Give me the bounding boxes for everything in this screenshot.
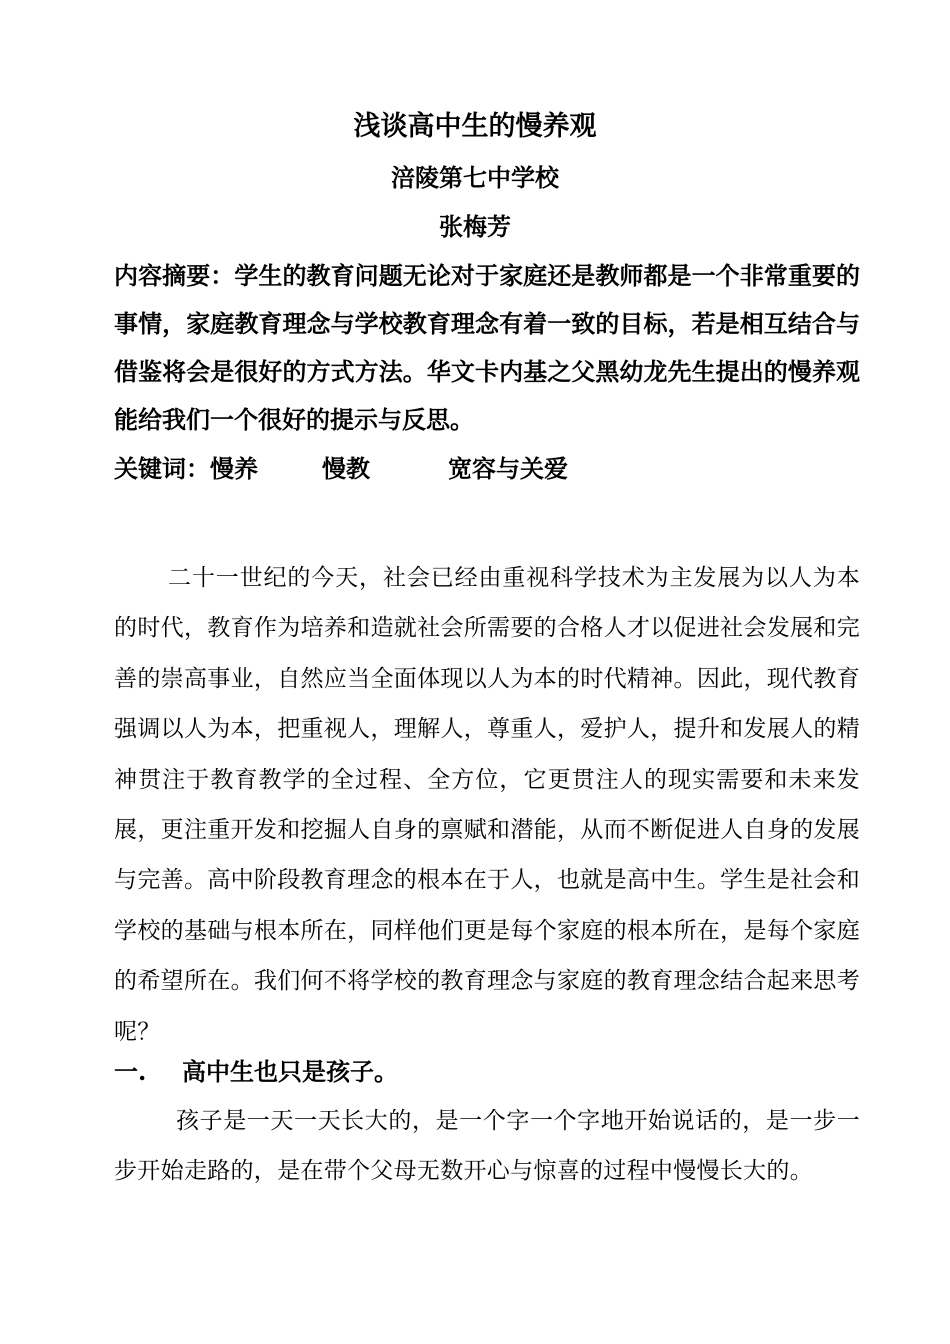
section-heading xyxy=(114,1052,398,1087)
author-name: 张梅芳 xyxy=(439,212,511,241)
school-name: 涪陵第七中学校 xyxy=(391,163,559,192)
section-paragraph: 孩子是一天一天长大的，是一个字一个字地开始说话的，是一步一步开始走路的，是在带个父母无数开心与惊喜的过程中慢慢长大的。 xyxy=(114,1108,860,1185)
intro-paragraph: 二十一世纪的今天，社会已经由重视科学技术为主发展为以人为本的时代，教育作为培养和造就社会所需要的合格人才以促进社会发展和完善的崇高事业，自然应当全面体现以人为本的时代精神。因此，现代教育强调以人为本，把重视人，理解人，尊重人，爱护人，提升和发展人的精神贯注于教育教学的全过程、全方位，它更贯注人的现实需要和未来发展，更注重开发和挖掘人自身的禀赋和潜能，从而不断促进人自身的发展与完善。高中阶段教育理念的根本在于人，也就是高中生。学生是社会和学校的基础与根本所在，同样他们更是每个家庭的根本所在，是每个家庭的希望所在。我们何不将学校的教育理念与家庭的教育理念结合起来思考呢？ xyxy=(114,565,860,1045)
section-number: 一. xyxy=(114,1057,147,1086)
keywords-line xyxy=(114,449,568,484)
document-title: 浅谈高中生的慢养观 xyxy=(353,111,597,142)
keyword-item: 宽容与关爱 xyxy=(448,454,568,483)
keywords-label: 关键词： xyxy=(114,454,210,483)
abstract-paragraph: 内容摘要：学生的教育问题无论对于家庭还是教师都是一个非常重要的事情，家庭教育理念与学校教育理念有着一致的目标，若是相互结合与借鉴将会是很好的方式方法。华文卡内基之父黑幼龙先生提出的慢养观能给我们一个很好的提示与反思。 xyxy=(114,261,860,434)
section-title: 高中生也只是孩子。 xyxy=(182,1057,398,1086)
keyword-item: 慢养 xyxy=(210,454,258,483)
keyword-item: 慢教 xyxy=(322,454,370,483)
